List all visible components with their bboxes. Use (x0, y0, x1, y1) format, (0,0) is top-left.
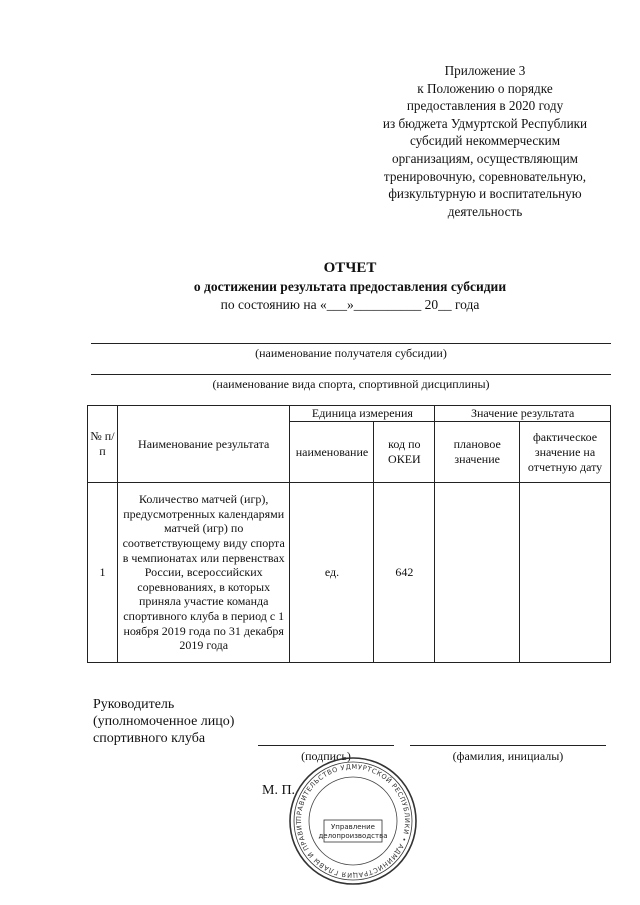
seal-place-label: М. П. (262, 783, 296, 798)
seal-center-line: делопроизводства (318, 832, 388, 840)
signatory-line: (уполномоченное лицо) (93, 714, 235, 729)
report-table (87, 405, 611, 663)
report-date-line: по состоянию на «___»__________ 20__ года (220, 297, 480, 312)
appendix-line: организациям, осуществляющим (391, 150, 578, 166)
signatory-line: спортивного клуба (93, 731, 206, 746)
header-unit-code: код по ОКЕИ (374, 422, 435, 483)
header-num: № п/п (88, 406, 118, 483)
row-actual-cell[interactable] (520, 483, 611, 663)
official-seal (288, 754, 418, 894)
name-caption: (фамилия, инициалы) (452, 749, 564, 763)
row-unit-name: ед. (290, 483, 374, 663)
seal-center-line: Управление (331, 823, 375, 831)
signatory-label (93, 696, 234, 747)
header-unit-name: наименование (290, 422, 374, 483)
appendix-line: тренировочную, соревновательную, (383, 168, 587, 184)
sport-field-line[interactable] (91, 374, 611, 375)
report-title: ОТЧЕТ (323, 260, 377, 276)
appendix-line: Приложение 3 (444, 63, 526, 78)
name-field-line[interactable] (410, 745, 606, 746)
report-subtitle: о достижении результата предоставления субсидии (193, 279, 507, 294)
recipient-caption: (наименование получателя субсидии) (255, 346, 447, 360)
header-actual: фактическое значение на отчетную дату (520, 422, 611, 483)
recipient-field-line[interactable] (91, 343, 611, 344)
appendix-line: из бюджета Удмуртской Республики (382, 115, 588, 131)
appendix-line: деятельность (447, 203, 523, 219)
header-planned: плановое значение (435, 422, 520, 483)
appendix-line: субсидий некоммерческим (409, 133, 561, 149)
signature-field-line[interactable] (258, 745, 394, 746)
header-result-name: Наименование результата (117, 406, 290, 483)
row-result: Количество матчей (игр), предусмотренных календарями матчей (игр) по соответствующему виду спорта в чемпионатах или первенствах России, всероссийских соревнованиях, в которых приняла участие команда спортивного клуба в период с 1 ноября 2019 года по 31 декабря 2019 года (117, 483, 290, 663)
signature-caption: (подпись) (301, 749, 351, 763)
row-num: 1 (88, 483, 118, 663)
seal-ring-text: ПРАВИТЕЛЬСТВО УДМУРТСКОЙ РЕСПУБЛИКИ • АДМИНИСТРАЦИЯ ГЛАВЫ И ПРАВИТ (294, 762, 412, 880)
appendix-line: предоставления в 2020 году (406, 98, 564, 114)
header-value-group: Значение результата (435, 406, 611, 422)
row-unit-code: 642 (374, 483, 435, 663)
report-title-block (90, 258, 610, 314)
appendix-line: физкультурную и воспитательную (388, 186, 582, 202)
table-row (88, 483, 611, 663)
appendix-heading (360, 62, 610, 220)
row-planned-cell[interactable] (435, 483, 520, 663)
appendix-line: к Положению о порядке (417, 80, 553, 96)
header-unit-group: Единица измерения (290, 406, 435, 422)
sport-caption: (наименование вида спорта, спортивной дисциплины) (212, 377, 490, 391)
signatory-line: Руководитель (93, 697, 175, 712)
